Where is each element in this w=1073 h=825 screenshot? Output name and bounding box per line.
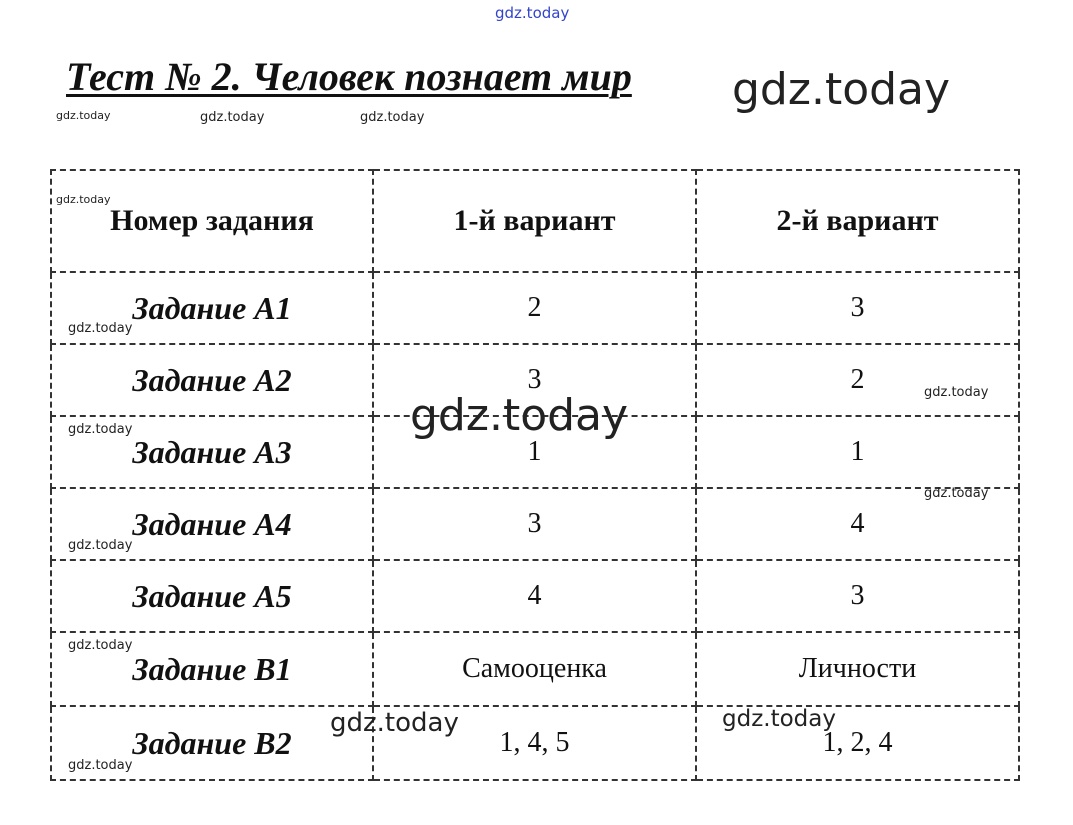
variant-2-cell: 4 (696, 488, 1019, 560)
watermark-small: gdz.today (924, 385, 989, 400)
watermark-small: gdz.today (56, 109, 111, 122)
variant-2-cell: Личности (696, 632, 1019, 706)
variant-1-cell: 2 (373, 272, 696, 344)
watermark-small: gdz.today (56, 193, 111, 206)
table-row (51, 488, 1019, 560)
header-task-number: Номер задания (51, 170, 373, 272)
table-row (51, 632, 1019, 706)
watermark-top: gdz.today (495, 4, 570, 22)
watermark-small: gdz.today (68, 538, 133, 553)
variant-2-cell: 1 (696, 416, 1019, 488)
answers-table (50, 169, 1020, 781)
header-variant-2: 2-й вариант (696, 170, 1019, 272)
task-cell: Задание А1 (51, 272, 373, 344)
page-title: Тест № 2. Человек познает мир (66, 54, 632, 99)
variant-2-cell: 3 (696, 560, 1019, 632)
table-row (51, 560, 1019, 632)
table-row (51, 706, 1019, 780)
task-cell: Задание В2 (51, 706, 373, 780)
watermark-medium: gdz.today (722, 706, 836, 732)
task-cell: Задание А5 (51, 560, 373, 632)
variant-2-cell: 1, 2, 4 (696, 706, 1019, 780)
variant-1-cell: 4 (373, 560, 696, 632)
watermark-small: gdz.today (200, 110, 265, 125)
watermark-small: gdz.today (68, 321, 133, 336)
header-variant-1: 1-й вариант (373, 170, 696, 272)
task-cell: Задание А4 (51, 488, 373, 560)
watermark-small: gdz.today (68, 638, 133, 653)
task-cell: Задание А2 (51, 344, 373, 416)
watermark-small: gdz.today (360, 110, 425, 125)
task-cell: Задание А3 (51, 416, 373, 488)
watermark-small: gdz.today (68, 422, 133, 437)
watermark-medium: gdz.today (330, 708, 459, 738)
variant-1-cell: 3 (373, 488, 696, 560)
task-cell: Задание В1 (51, 632, 373, 706)
variant-1-cell: 3 (373, 344, 696, 416)
watermark-small: gdz.today (924, 486, 989, 501)
variant-2-cell: 2 (696, 344, 1019, 416)
watermark-large-center: gdz.today (410, 390, 629, 441)
variant-1-cell: 1, 4, 5 (373, 706, 696, 780)
table-row (51, 272, 1019, 344)
variant-2-cell: 3 (696, 272, 1019, 344)
watermark-large-title: gdz.today (732, 64, 951, 115)
variant-1-cell: 1 (373, 416, 696, 488)
watermark-small: gdz.today (68, 758, 133, 773)
table-header-row (51, 170, 1019, 272)
variant-1-cell: Самооценка (373, 632, 696, 706)
